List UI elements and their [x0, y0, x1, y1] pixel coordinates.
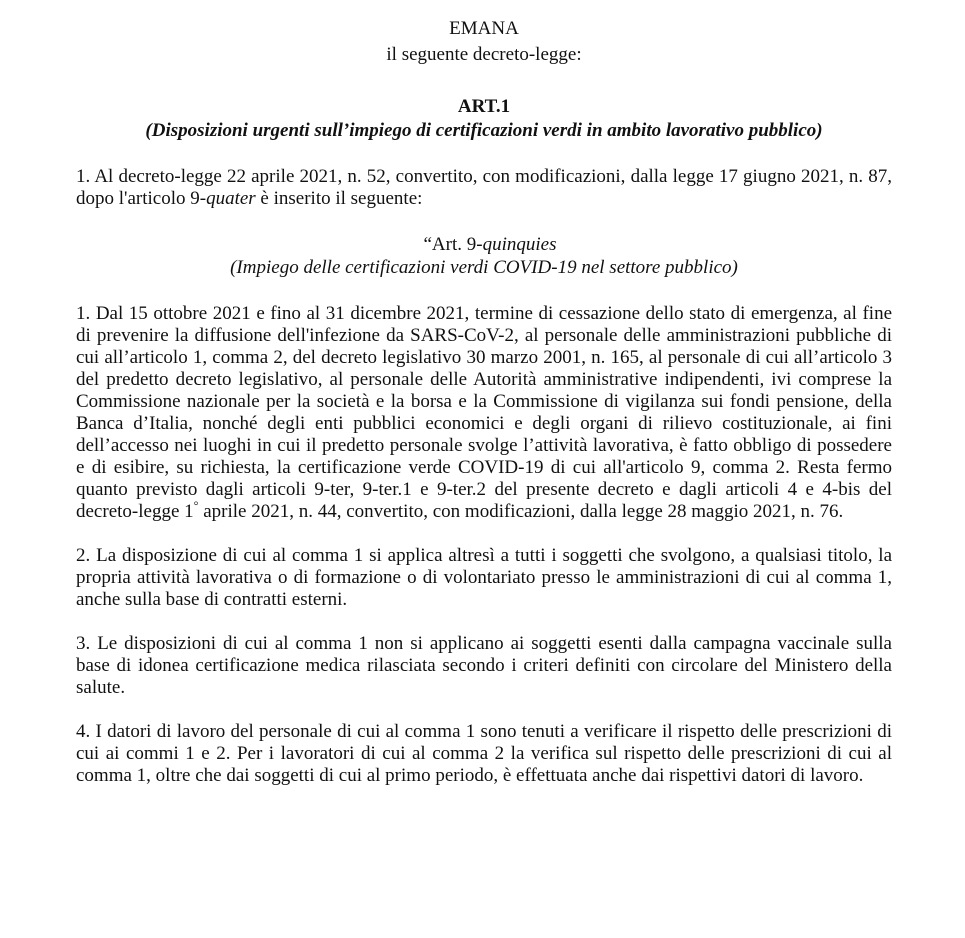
intro-text-before: 1. Al decreto-legge 22 aprile 2021, n. 52, convertito, con modificazioni, dalla legge 17 giugno 2021, n. 87, dopo l'articolo 9-: [76, 166, 892, 209]
article-number: ART.1: [457, 96, 511, 117]
intro-italic-quater: quater: [206, 188, 256, 209]
article-subtitle: (Disposizioni urgenti sull’impiego di certificazioni verdi in ambito lavorativo pubblico): [145, 120, 823, 141]
paragraph-1-text-after: aprile 2021, n. 44, convertito, con modificazioni, dalla legge 28 maggio 2021, n. 76.: [198, 501, 844, 522]
paragraph-3: 3. Le disposizioni di cui al comma 1 non si applicano ai soggetti esenti dalla campagna vaccinale sulla base di idonea certificazione medica rilasciata secondo i criteri definiti con circolare del Ministero della salute.: [76, 633, 892, 698]
inner-article-title: [88, 234, 892, 256]
inner-article-subtitle: (Impiego delle certificazioni verdi COVID-19 nel settore pubblico): [230, 257, 738, 278]
emana-heading: EMANA: [449, 18, 519, 39]
intro-paragraph: [76, 166, 892, 210]
paragraph-1-text-before: 1. Dal 15 ottobre 2021 e fino al 31 dicembre 2021, termine di cessazione dello stato di emergenza, al fine di prevenire la diffusione dell'infezione da SARS-CoV-2, al personale delle amministrazioni pubbliche di cui all’articolo 1, comma 2, del decreto legislativo 30 marzo 2001, n. 165, al personale di cui all’articolo 3 del predetto decreto legislativo, al personale delle Autorità amministrative indipendenti, ivi comprese la Commissione nazionale per la società e la borsa e la Commissione di vigilanza sui fondi pensione, della Banca d’Italia, nonché degli enti pubblici economici e degli organi di rilievo costituzionale, ai fini dell’accesso nei luoghi in cui il predetto personale svolge l’attività lavorativa, è fatto obbligo di possedere e di esibire, su richiesta, la certificazione verde COVID-19 di cui all'articolo 9, comma 2. Resta fermo quanto previsto dagli articoli 9-ter, 9-ter.1 e 9-ter.2 del presente decreto e dagli articoli 4 e 4-bis del decreto-legge 1: [76, 303, 892, 522]
inner-article-heading: [76, 234, 892, 279]
intro-text-after: è inserito il seguente:: [255, 188, 423, 209]
paragraph-4: 4. I datori di lavoro del personale di cui al comma 1 sono tenuti a verificare il rispetto delle prescrizioni di cui ai commi 1 e 2. Per i lavoratori di cui al comma 2 la verifica sul rispetto delle prescrizioni di cui al comma 1, oltre che dai soggetti di cui al primo periodo, è effettuata anche dai rispettivi datori di lavoro.: [76, 721, 892, 786]
paragraph-1-degree-sup: °: [193, 498, 199, 513]
paragraph-2: 2. La disposizione di cui al comma 1 si applica altresì a tutti i soggetti che svolgono, a qualsiasi titolo, la propria attività lavorativa o di formazione o di volontariato presso le amministrazioni di cui al comma 1, anche sulla base di contratti esterni.: [76, 545, 892, 610]
inner-article-italic: quinquies: [482, 234, 557, 255]
paragraph-1: [76, 303, 892, 523]
inner-article-prefix: “Art. 9-: [423, 234, 483, 255]
decree-subline: il seguente decreto-legge:: [386, 44, 582, 65]
